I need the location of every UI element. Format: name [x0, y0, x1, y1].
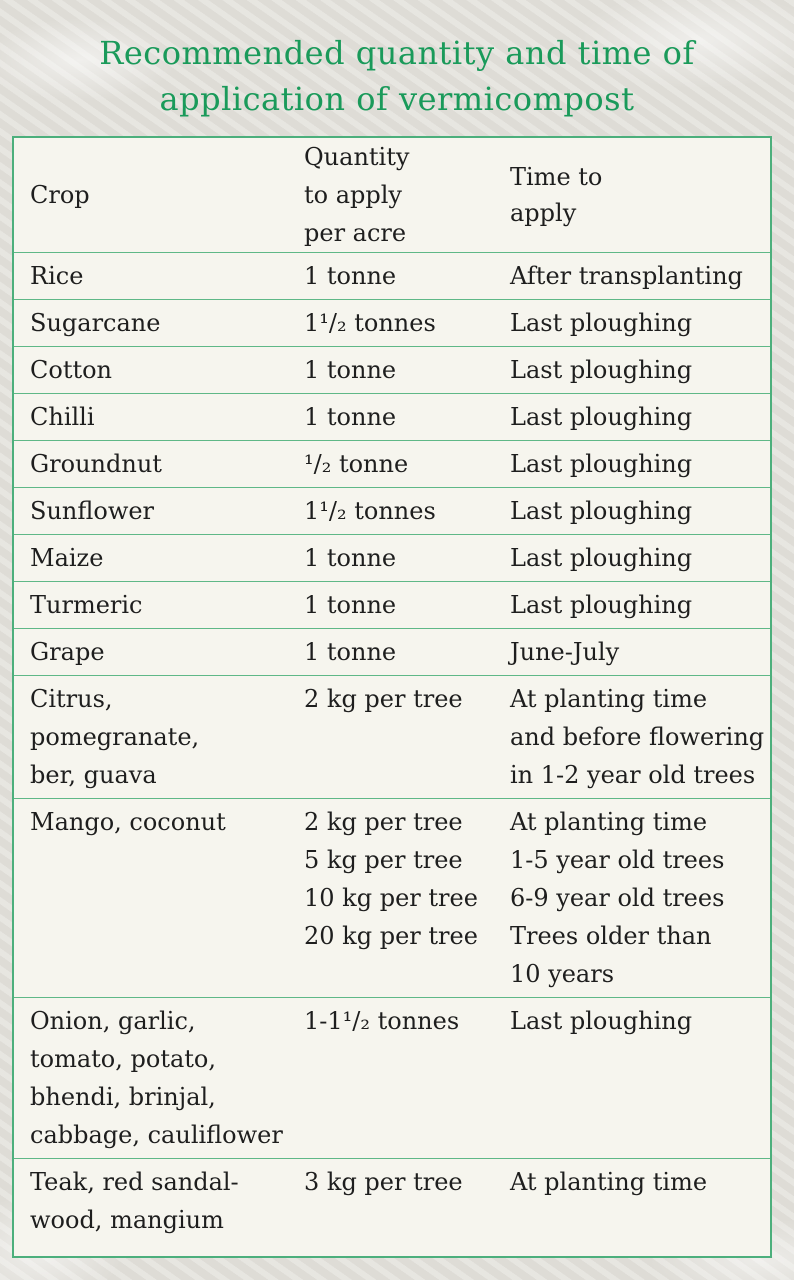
time-cell-line: Last ploughing — [510, 591, 693, 619]
quantity-cell-line: 20 kg per tree — [304, 922, 478, 950]
crop-cell-line: Groundnut — [30, 450, 162, 478]
table-row — [14, 394, 770, 441]
quantity-cell — [288, 535, 494, 582]
quantity-cell — [288, 582, 494, 629]
crop-cell-line: Grape — [30, 638, 105, 666]
crop-cell — [14, 300, 288, 347]
table-row — [14, 535, 770, 582]
quantity-cell — [288, 441, 494, 488]
time-cell-line: Last ploughing — [510, 497, 693, 525]
crop-cell — [14, 488, 288, 535]
crop-cell-line: Onion, garlic, — [30, 1007, 196, 1035]
quantity-cell — [288, 300, 494, 347]
table-row — [14, 582, 770, 629]
time-cell-line: and before flowering — [510, 723, 765, 751]
table-row — [14, 629, 770, 676]
crop-cell-line: Turmeric — [30, 591, 143, 619]
time-cell-line: At planting time — [510, 808, 708, 836]
header-quantity-line: Quantity — [304, 143, 410, 171]
time-cell — [494, 253, 770, 300]
crop-cell-line: cabbage, cauliflower — [30, 1121, 283, 1149]
quantity-cell — [288, 676, 494, 799]
header-quantity-line: per acre — [304, 219, 407, 247]
crop-cell-line: Sugarcane — [30, 309, 161, 337]
quantity-cell — [288, 799, 494, 998]
quantity-cell-line: ¹/₂ tonne — [304, 450, 409, 478]
quantity-cell-line: 10 kg per tree — [304, 884, 478, 912]
quantity-cell-line: 2 kg per tree — [304, 808, 463, 836]
table-row — [14, 799, 770, 998]
title-line-1: Recommended quantity and time of — [99, 34, 695, 72]
time-cell — [494, 394, 770, 441]
time-cell-line: At planting time — [510, 685, 708, 713]
quantity-cell-line: 5 kg per tree — [304, 846, 463, 874]
title-line-2: application of vermicompost — [159, 80, 635, 118]
header-crop — [14, 138, 288, 253]
crop-cell — [14, 799, 288, 998]
crop-cell-line: Rice — [30, 262, 84, 290]
time-cell — [494, 488, 770, 535]
time-cell-line: 1-5 year old trees — [510, 846, 725, 874]
time-cell-line: June-July — [510, 638, 620, 666]
time-cell — [494, 441, 770, 488]
crop-cell — [14, 394, 288, 441]
time-cell — [494, 799, 770, 998]
crop-cell — [14, 535, 288, 582]
quantity-cell — [288, 488, 494, 535]
quantity-cell-line: 1 tonne — [304, 591, 397, 619]
crop-cell-line: Teak, red sandal- — [30, 1168, 239, 1196]
header-time-line: apply — [510, 199, 577, 227]
crop-cell — [14, 1159, 288, 1244]
time-cell-line: Last ploughing — [510, 309, 693, 337]
crop-cell-line: pomegranate, — [30, 723, 200, 751]
header-time — [494, 138, 770, 253]
quantity-cell-line: 1 tonne — [304, 638, 397, 666]
time-cell — [494, 998, 770, 1159]
table-row — [14, 347, 770, 394]
quantity-cell — [288, 1159, 494, 1244]
crop-cell — [14, 629, 288, 676]
header-quantity-line: to apply — [304, 181, 402, 209]
header-quantity — [288, 138, 494, 253]
quantity-cell — [288, 998, 494, 1159]
table-header-row — [14, 138, 770, 253]
crop-cell-line: Cotton — [30, 356, 113, 384]
crop-cell-line: bhendi, brinjal, — [30, 1083, 216, 1111]
time-cell-line: Last ploughing — [510, 356, 693, 384]
time-cell — [494, 582, 770, 629]
vermicompost-table — [14, 138, 770, 1243]
quantity-cell — [288, 629, 494, 676]
table-row — [14, 1159, 770, 1244]
time-cell-line: Last ploughing — [510, 544, 693, 572]
time-cell — [494, 676, 770, 799]
quantity-cell-line: 1¹/₂ tonnes — [304, 497, 436, 525]
crop-cell — [14, 998, 288, 1159]
table-row — [14, 488, 770, 535]
quantity-cell-line: 1 tonne — [304, 262, 397, 290]
quantity-cell-line: 1 tonne — [304, 403, 397, 431]
crop-cell — [14, 676, 288, 799]
time-cell-line: Last ploughing — [510, 403, 693, 431]
page-title — [0, 30, 794, 122]
crop-cell-line: Mango, coconut — [30, 808, 226, 836]
crop-cell — [14, 582, 288, 629]
header-time-line: Time to — [510, 163, 603, 191]
header-crop-label: Crop — [30, 181, 90, 209]
table-body — [14, 253, 770, 1244]
crop-cell-line: ber, guava — [30, 761, 157, 789]
time-cell-line: After transplanting — [510, 262, 743, 290]
time-cell-line: Last ploughing — [510, 1007, 693, 1035]
table-row — [14, 998, 770, 1159]
time-cell-line: At planting time — [510, 1168, 708, 1196]
time-cell — [494, 629, 770, 676]
time-cell — [494, 1159, 770, 1244]
table-row — [14, 300, 770, 347]
time-cell — [494, 300, 770, 347]
quantity-cell-line: 1 tonne — [304, 356, 397, 384]
quantity-cell-line: 1 tonne — [304, 544, 397, 572]
time-cell-line: in 1-2 year old trees — [510, 761, 756, 789]
quantity-cell-line: 3 kg per tree — [304, 1168, 463, 1196]
quantity-cell — [288, 253, 494, 300]
crop-cell-line: Chilli — [30, 403, 95, 431]
crop-cell-line: Maize — [30, 544, 104, 572]
time-cell — [494, 535, 770, 582]
table-row — [14, 441, 770, 488]
crop-cell — [14, 441, 288, 488]
quantity-cell-line: 1-1¹/₂ tonnes — [304, 1007, 460, 1035]
crop-cell-line: Sunflower — [30, 497, 155, 525]
time-cell-line: Trees older than — [510, 922, 712, 950]
crop-cell-line: Citrus, — [30, 685, 113, 713]
time-cell-line: 10 years — [510, 960, 615, 988]
crop-cell-line: tomato, potato, — [30, 1045, 216, 1073]
quantity-cell-line: 2 kg per tree — [304, 685, 463, 713]
quantity-cell — [288, 394, 494, 441]
table-row — [14, 253, 770, 300]
quantity-cell-line: 1¹/₂ tonnes — [304, 309, 436, 337]
vermicompost-table-panel — [12, 136, 772, 1258]
crop-cell-line: wood, mangium — [30, 1206, 224, 1234]
time-cell — [494, 347, 770, 394]
table-row — [14, 676, 770, 799]
time-cell-line: 6-9 year old trees — [510, 884, 725, 912]
time-cell-line: Last ploughing — [510, 450, 693, 478]
crop-cell — [14, 347, 288, 394]
crop-cell — [14, 253, 288, 300]
quantity-cell — [288, 347, 494, 394]
